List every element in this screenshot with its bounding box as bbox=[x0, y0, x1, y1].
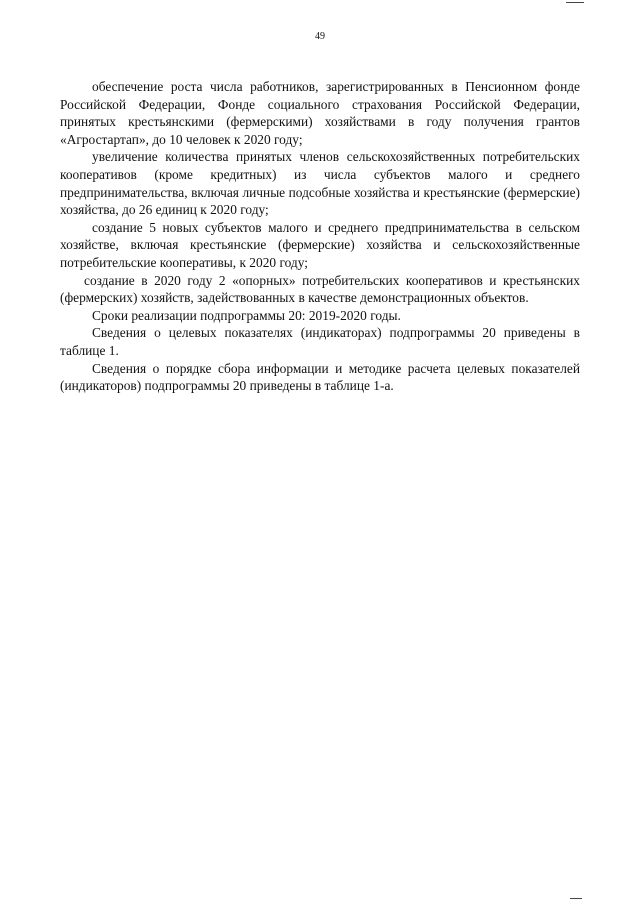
paragraph-cooperative-members: увеличение количества принятых членов сельскохозяйственных потребительских кооперативов (кроме кредитных) из числа субъектов малого и среднего предпринимательства, включая личные подсобные хозяйства и крестьянские (фермерские) хозяйства, до 26 единиц к 2020 году; bbox=[60, 149, 580, 218]
scan-mark-top-right bbox=[566, 2, 584, 3]
paragraph-methodology: Сведения о порядке сбора информации и методике расчета целевых показателей (индикаторов) подпрограммы 20 приведены в таблице 1-а. bbox=[60, 360, 580, 394]
body-text bbox=[60, 78, 580, 395]
page-number: 49 bbox=[315, 31, 325, 42]
paragraph-reference-cooperatives: создание в 2020 году 2 «опорных» потребительских кооперативов и крестьянских (фермерских) хозяйств, задействованных в качестве демонстрационных объектов. bbox=[60, 272, 580, 306]
paragraph-implementation-period: Сроки реализации подпрограммы 20: 2019-2020 годы. bbox=[92, 307, 401, 323]
paragraph-employment: обеспечение роста числа работников, зарегистрированных в Пенсионном фонде Российской Федерации, Фонде социального страхования Российской Федерации, принятых крестьянскими (фермерскими) хозяйствами в году получения грантов «Агростартап», до 10 человек к 2020 году; bbox=[60, 79, 580, 147]
paragraph-new-entities: создание 5 новых субъектов малого и среднего предпринимательства в сельском хозяйстве, включая крестьянские (фермерские) хозяйства и сельскохозяйственные потребительские кооперативы, к 2020 году; bbox=[60, 219, 580, 270]
paragraph-target-indicators: Сведения о целевых показателях (индикаторах) подпрограммы 20 приведены в таблице 1. bbox=[60, 325, 580, 358]
scan-mark-bottom-right bbox=[570, 898, 582, 899]
